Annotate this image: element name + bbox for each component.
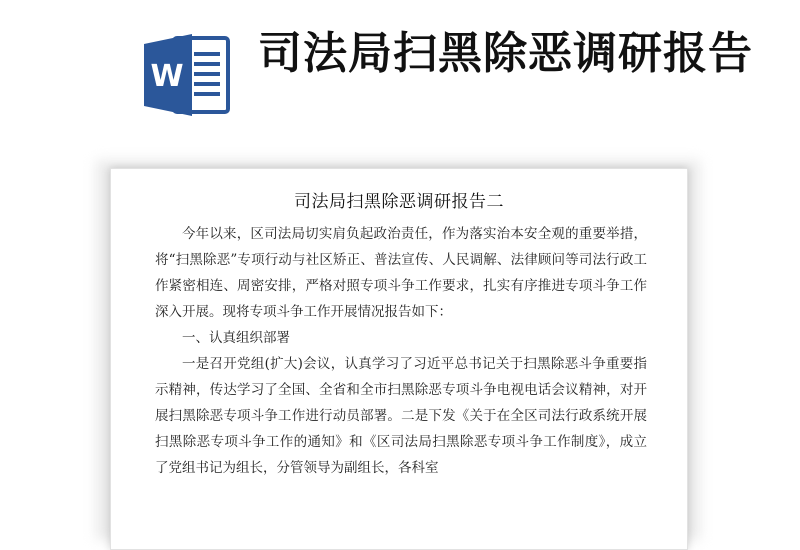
paragraph-intro: 今年以来，区司法局切实肩负起政治责任，作为落实治本安全观的重要举措，将“扫黑除恶”专项行动与社区矫正、普法宣传、人民调解、法律顾问等司法行政工作紧密相连、周密安排，严格对照专项斗争工作要求，扎实有序推进专项斗争工作深入开展。现将专项斗争工作开展情况报告如下：: [155, 226, 647, 320]
header-banner: [0, 0, 800, 150]
page-title: 司法局扫黑除恶调研报告: [258, 28, 753, 79]
document-body: [155, 221, 647, 481]
section-heading: 一、认真组织部署: [182, 330, 290, 346]
document-title: 司法局扫黑除恶调研报告二: [294, 192, 504, 212]
word-icon-letter: W: [150, 59, 184, 94]
document-preview: [110, 168, 688, 550]
paragraph-section-1: 一是召开党组(扩大)会议，认真学习了习近平总书记关于扫黑除恶斗争重要指示精神，传达学习了全国、全省和全市扫黑除恶专项斗争电视电话会议精神，对开展扫黑除恶专项斗争工作进行动员部署。二是下发《关于在全区司法行政系统开展扫黑除恶专项斗争工作的通知》和《区司法局扫黑除恶专项斗争工作制度》，成立了党组书记为组长，分管领导为副组长，各科室: [155, 356, 647, 476]
word-document-icon: [140, 30, 232, 120]
